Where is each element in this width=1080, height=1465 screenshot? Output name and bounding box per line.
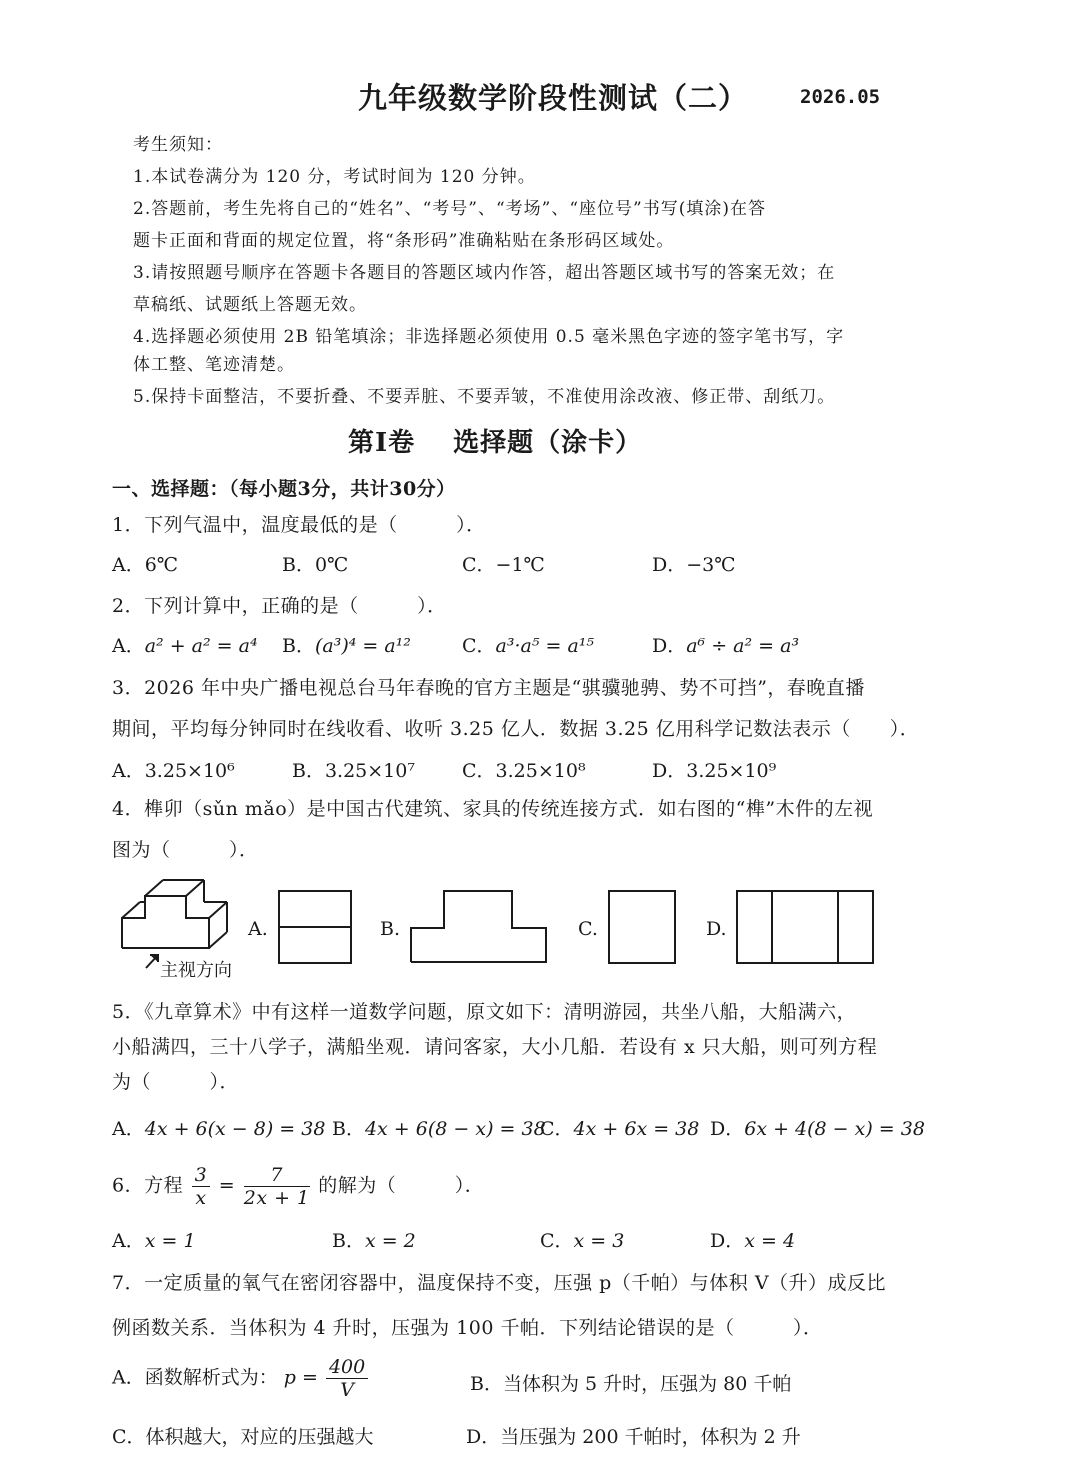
q3-option-b: B．3.25×10⁷	[292, 760, 415, 782]
q7-option-b: B．当体积为 5 升时，压强为 80 千帕	[470, 1373, 792, 1395]
q4-label-b: B.	[380, 918, 401, 940]
section-title-right: 选择题（涂卡）	[453, 428, 643, 458]
notice-line-8: 5.保持卡面整洁，不要折叠、不要弄脏、不要弄皱，不准使用涂改液、修正带、刮纸刀。	[133, 387, 836, 407]
notice-heading: 考生须知：	[133, 135, 223, 155]
section-title-left: 第Ⅰ卷	[348, 428, 416, 458]
q5-option-b: B．4x + 6(8 − x) = 38	[332, 1118, 546, 1140]
q2-option-a: A．a² + a² = a⁴	[112, 635, 258, 657]
q4-figure-caption: 主视方向	[160, 960, 232, 981]
notice-line-4: 3.请按照题号顺序在答题卡各题目的答题区域内作答，超出答题区域书写的答案无效；在	[133, 263, 836, 283]
q4-option-b-shape	[411, 891, 546, 962]
notice-line-7: 体工整、笔迹清楚。	[133, 355, 295, 375]
notice-line-6: 4.选择题必须使用 2B 铅笔填涂；非选择题必须使用 0.5 毫米黑色字迹的签字笔书写，字	[133, 327, 845, 347]
q4-option-c-shape	[609, 891, 675, 963]
q2-stem: 2．下列计算中，正确的是（ ）．	[112, 595, 447, 617]
tenon-front-face	[122, 896, 209, 948]
exam-title: 九年级数学阶段性测试（二）	[358, 81, 749, 115]
q1-option-a: A．6℃	[112, 554, 179, 576]
notice-line-5: 草稿纸、试题纸上答题无效。	[133, 295, 367, 315]
q6-option-a: A．x = 1	[112, 1230, 196, 1252]
q7-option-a-fraction: $\frac{400}{V}$	[326, 1356, 368, 1401]
q6-option-b: B．x = 2	[332, 1230, 416, 1252]
q6-fraction-2: $\frac{7}{2x + 1}$	[243, 1164, 310, 1209]
q6-option-c: C．x = 3	[540, 1230, 625, 1252]
q7-line-1: 7．一定质量的氧气在密闭容器中，温度保持不变，压强 p（千帕）与体积 V（升）成反比	[112, 1272, 887, 1294]
q1-option-d: D．−3℃	[652, 554, 736, 576]
q5-line-1: 5．《九章算术》中有这样一道数学问题，原文如下：清明游园，共坐八船，大船满六，	[112, 1001, 857, 1023]
q7-option-c: C．体积越大，对应的压强越大	[112, 1426, 374, 1448]
exam-date: 2026.05	[800, 86, 881, 108]
q4-option-d-shape	[737, 891, 873, 963]
q3-option-c: C．3.25×10⁸	[462, 760, 586, 782]
q6-stem: 6．方程 $\frac{3}{x}$ = $\frac{7}{2x + 1}$ 的解为（ ）．	[112, 1164, 485, 1209]
q2-option-c: C．a³·a⁵ = a¹⁵	[462, 635, 595, 657]
q4-label-a: A.	[248, 918, 268, 940]
q2-option-b: B．(a³)⁴ = a¹²	[282, 635, 411, 657]
part1-heading: 一、选择题：（每小题3分，共计30分）	[112, 478, 456, 500]
q4-label-d: D.	[706, 918, 727, 940]
q3-line-1: 3．2026 年中央广播电视总台马年春晚的官方主题是“骐骥驰骋、势不可挡”，春晚直播	[112, 677, 865, 699]
q4-line-2: 图为（ ）．	[112, 839, 259, 861]
q5-option-c: C．4x + 6x = 38	[540, 1118, 700, 1140]
notice-line-1: 1.本试卷满分为 120 分，考试时间为 120 分钟。	[133, 167, 536, 187]
q6-fraction-1: $\frac{3}{x}$	[192, 1164, 211, 1209]
q5-line-3: 为（ ）．	[112, 1071, 240, 1093]
q7-option-d: D．当压强为 200 千帕时，体积为 2 升	[466, 1426, 801, 1448]
q2-option-d: D．a⁶ ÷ a² = a³	[652, 635, 800, 657]
q4-line-1: 4．榫卯（sǔn mǎo）是中国古代建筑、家具的传统连接方式．如右图的“榫”木件的左视	[112, 798, 874, 820]
q6-option-d: D．x = 4	[710, 1230, 796, 1252]
notice-line-3: 题卡正面和背面的规定位置，将“条形码”准确粘贴在条形码区域处。	[133, 231, 675, 251]
q1-stem: 1．下列气温中，温度最低的是（ ）．	[112, 514, 486, 536]
q5-option-d: D．6x + 4(8 − x) = 38	[710, 1118, 925, 1140]
q7-line-2: 例函数关系．当体积为 4 升时，压强为 100 千帕．下列结论错误的是（ ）．	[112, 1317, 823, 1339]
q4-label-c: C.	[578, 918, 598, 940]
q5-option-a: A．4x + 6(x − 8) = 38	[112, 1118, 326, 1140]
q1-option-b: B．0℃	[282, 554, 349, 576]
notice-line-2: 2.答题前，考生先将自己的“姓名”、“考号”、“考场”、“座位号”书写(填涂)在答	[133, 199, 767, 219]
q5-line-2: 小船满四，三十八学子，满船坐观．请问客家，大小几船．若设有 x 只大船，则可列方程	[112, 1036, 878, 1058]
q3-option-a: A．3.25×10⁶	[112, 760, 235, 782]
q3-line-2: 期间，平均每分钟同时在线收看、收听 3.25 亿人．数据 3.25 亿用科学记数法表示（ ）．	[112, 718, 920, 740]
q1-option-c: C．−1℃	[462, 554, 545, 576]
q7-option-a: A．函数解析式为： p = $\frac{400}{V}$	[112, 1356, 370, 1401]
q3-option-d: D．3.25×10⁹	[652, 760, 777, 782]
